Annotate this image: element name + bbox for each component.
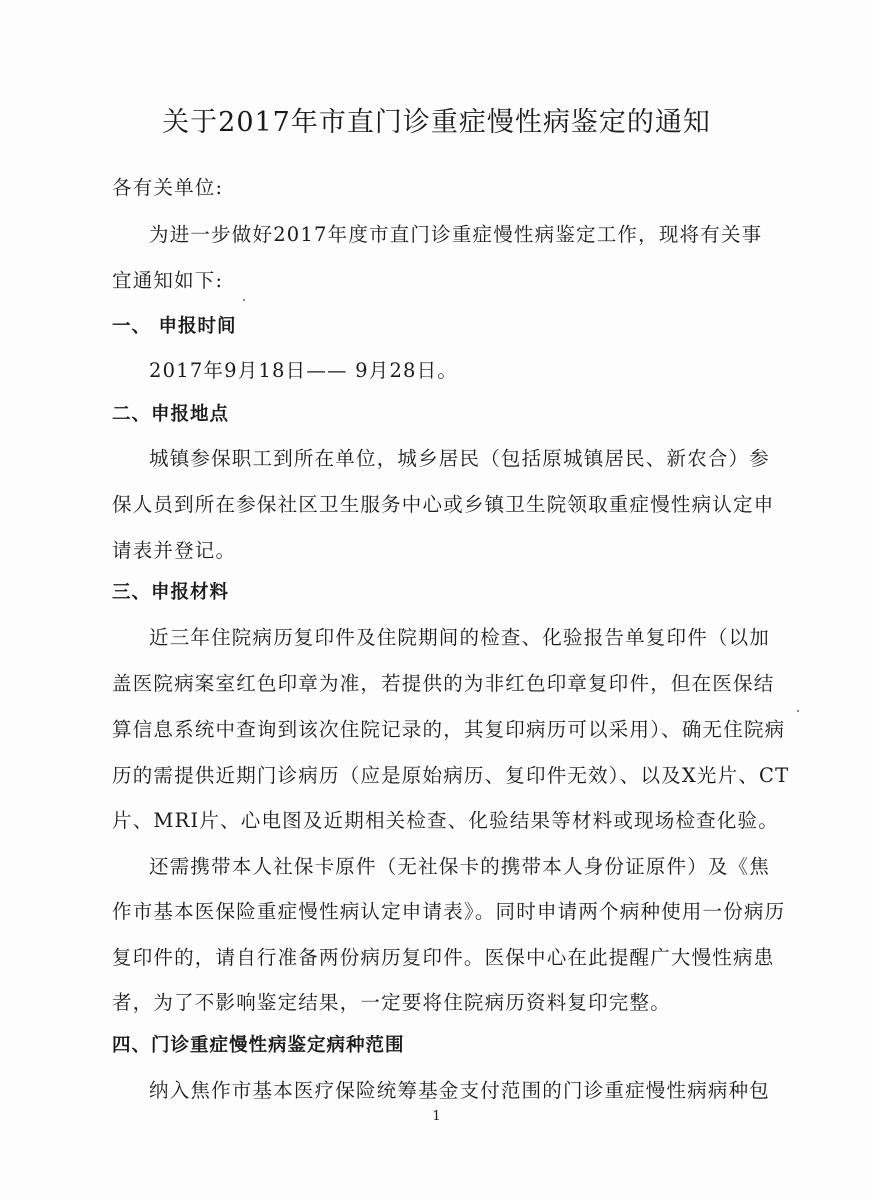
section-3-line-3: 算信息系统中查询到该次住院记录的，其复印病历可以采用）、确无住院病 [112, 718, 786, 741]
section-2-line-2: 保人员到所在参保社区卫生服务中心或乡镇卫生院领取重症慢性病认定申 [112, 493, 775, 516]
section-3-line-8: 复印件的，请自行准备两份病历复印件。医保中心在此提醒广大慢性病患 [112, 946, 775, 969]
salutation: 各有关单位: [112, 176, 224, 199]
section-2-line-1: 城镇参保职工到所在单位，城乡居民（包括原城镇居民、新农合）参 [149, 447, 771, 470]
page-number: 1 [432, 1109, 441, 1124]
section-3-line-1: 近三年住院病历复印件及住院期间的检查、化验报告单复印件（以加 [149, 626, 771, 649]
section-heading-3: 三、申报材料 [112, 582, 230, 603]
section-3-line-5: 片、MRI片、心电图及近期相关检查、化验结果等材料或现场检查化验。 [112, 809, 779, 832]
section-heading-2: 二、申报地点 [112, 404, 230, 425]
scan-speck [243, 299, 245, 301]
section-4-line-1: 纳入焦作市基本医疗保险统筹基金支付范围的门诊重症慢性病病种包 [149, 1079, 771, 1102]
section-3-line-7: 作市基本医保险重症慢性病认定申请表》。同时申请两个病种使用一份病历 [112, 900, 786, 923]
section-heading-1: 一、 申报时间 [112, 316, 237, 337]
document-title: 关于2017年市直门诊重症慢性病鉴定的通知 [162, 107, 711, 138]
section-3-line-4: 历的需提供近期门诊病历（应是原始病历、复印件无效）、以及X光片、CT [112, 764, 790, 787]
intro-line-1: 为进一步做好2017年度市直门诊重症慢性病鉴定工作，现将有关事 [149, 223, 763, 246]
section-2-line-3: 请表并登记。 [112, 539, 237, 562]
scan-speck [797, 710, 799, 712]
section-3-line-6: 还需携带本人社保卡原件（无社保卡的携带本人身份证原件）及《焦 [149, 855, 771, 878]
section-1-line-1: 2017年9月18日—— 9月28日。 [149, 359, 459, 382]
section-3-line-2: 盖医院病案室红色印章为准，若提供的为非红色印章复印件，但在医保结 [112, 672, 775, 695]
intro-line-2: 宜通知如下: [112, 269, 224, 292]
section-heading-4: 四、门诊重症慢性病鉴定病种范围 [112, 1035, 405, 1056]
section-3-line-9: 者，为了不影响鉴定结果，一定要将住院病历资料复印完整。 [112, 991, 671, 1014]
